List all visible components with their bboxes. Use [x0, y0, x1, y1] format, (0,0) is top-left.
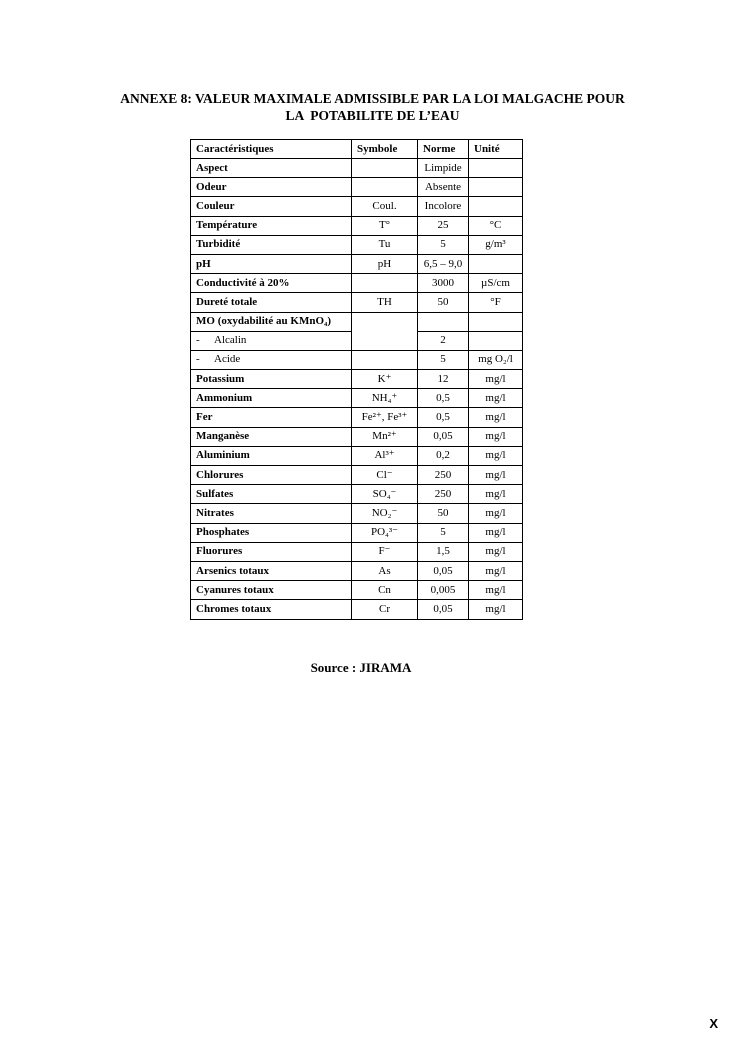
table-row	[191, 523, 523, 542]
table-row	[191, 408, 523, 427]
cell-caracteristique: Nitrates	[191, 504, 352, 523]
cell-norme: 0,5	[418, 389, 469, 408]
cell-caracteristique: Odeur	[191, 178, 352, 197]
table-row	[191, 274, 523, 293]
cell-caracteristique: Chlorures	[191, 466, 352, 485]
cell-symbole: pH	[352, 254, 418, 273]
cell-symbole: Al³⁺	[352, 446, 418, 465]
cell-norme: 6,5 – 9,0	[418, 254, 469, 273]
cell-unite: mg/l	[469, 504, 523, 523]
source-caption: Source : JIRAMA	[310, 660, 412, 675]
header-caracteristiques: Caractéristiques	[191, 140, 352, 159]
cell-norme: 1,5	[418, 542, 469, 561]
mo-unite: mg O₂/l	[469, 350, 523, 369]
cell-norme: Absente	[418, 178, 469, 197]
cell-unite: µS/cm	[469, 274, 523, 293]
dash-bullet: -	[196, 334, 200, 347]
cell-unite: °C	[469, 216, 523, 235]
cell-unite: mg/l	[469, 446, 523, 465]
cell-norme: 25	[418, 216, 469, 235]
mo-acide-text: Acide	[214, 353, 241, 366]
table-row	[191, 600, 523, 619]
table-row	[191, 389, 523, 408]
cell-symbole: Cr	[352, 600, 418, 619]
cell-unite: mg/l	[469, 427, 523, 446]
cell-caracteristique: Manganèse	[191, 427, 352, 446]
cell-unite: mg/l	[469, 561, 523, 580]
cell-unite	[469, 197, 523, 216]
table-body-bottom	[191, 370, 523, 619]
table-row	[191, 581, 523, 600]
cell-symbole: Mn²⁺	[352, 427, 418, 446]
cell-caracteristique: Sulfates	[191, 485, 352, 504]
cell-unite: mg/l	[469, 466, 523, 485]
cell-norme: 250	[418, 466, 469, 485]
cell-norme: 0,2	[418, 446, 469, 465]
cell-caracteristique: Ammonium	[191, 389, 352, 408]
cell-caracteristique: Fluorures	[191, 542, 352, 561]
cell-caracteristique: Conductivité à 20%	[191, 274, 352, 293]
annex-title-line-1: ANNEXE 8: VALEUR MAXIMALE ADMISSIBLE PAR LA LOI MALGACHE POUR	[120, 91, 625, 106]
cell-symbole: F⁻	[352, 542, 418, 561]
cell-symbole: SO₄⁻	[352, 485, 418, 504]
cell-norme: 0,05	[418, 427, 469, 446]
cell-unite: mg/l	[469, 600, 523, 619]
cell-caracteristique: Aspect	[191, 159, 352, 178]
mo-acide-label	[191, 350, 352, 369]
cell-unite: g/m³	[469, 235, 523, 254]
corner-mark: X	[709, 1016, 718, 1031]
cell-symbole	[352, 274, 418, 293]
table-row	[191, 216, 523, 235]
table-row	[191, 427, 523, 446]
table-row	[191, 485, 523, 504]
cell-unite: mg/l	[469, 542, 523, 561]
cell-symbole: Tu	[352, 235, 418, 254]
cell-symbole: Cl⁻	[352, 466, 418, 485]
cell-norme: 250	[418, 485, 469, 504]
cell-unite: °F	[469, 293, 523, 312]
cell-unite: mg/l	[469, 581, 523, 600]
cell-unite	[469, 159, 523, 178]
table-body-mo	[191, 312, 523, 370]
dash-bullet: -	[196, 353, 200, 366]
mo-acide-symbol	[352, 350, 418, 369]
cell-norme: 3000	[418, 274, 469, 293]
cell-symbole: Fe²⁺, Fe³⁺	[352, 408, 418, 427]
cell-caracteristique: pH	[191, 254, 352, 273]
cell-caracteristique: Turbidité	[191, 235, 352, 254]
cell-caracteristique: Phosphates	[191, 523, 352, 542]
cell-symbole: PO₄³⁻	[352, 523, 418, 542]
mo-symbol-cell	[352, 312, 418, 350]
cell-symbole	[352, 178, 418, 197]
cell-symbole: Cn	[352, 581, 418, 600]
cell-symbole: NO₂⁻	[352, 504, 418, 523]
table-row	[191, 254, 523, 273]
mo-unite-cell-mid	[469, 331, 523, 350]
table-row	[191, 466, 523, 485]
mo-unite-cell-top	[469, 312, 523, 331]
table-row	[191, 178, 523, 197]
mo-acide-norme: 5	[418, 350, 469, 369]
table-row	[191, 561, 523, 580]
mo-alcalin-norme: 2	[418, 331, 469, 350]
mo-alcalin-label	[191, 331, 352, 350]
cell-caracteristique: Fer	[191, 408, 352, 427]
table-row	[191, 293, 523, 312]
cell-caracteristique: Couleur	[191, 197, 352, 216]
cell-caracteristique: Température	[191, 216, 352, 235]
table-row	[191, 235, 523, 254]
cell-unite: mg/l	[469, 389, 523, 408]
cell-caracteristique: Dureté totale	[191, 293, 352, 312]
table-row	[191, 542, 523, 561]
cell-unite: mg/l	[469, 523, 523, 542]
header-symbole: Symbole	[352, 140, 418, 159]
cell-caracteristique: Potassium	[191, 370, 352, 389]
cell-caracteristique: Chromes totaux	[191, 600, 352, 619]
potability-norms-table	[190, 139, 523, 620]
cell-caracteristique: Aluminium	[191, 446, 352, 465]
cell-caracteristique: Arsenics totaux	[191, 561, 352, 580]
table-row-mo-acide	[191, 350, 523, 369]
cell-norme: 0,05	[418, 561, 469, 580]
cell-symbole: TH	[352, 293, 418, 312]
cell-norme: 0,5	[418, 408, 469, 427]
table-header-row	[191, 140, 523, 159]
table-row	[191, 159, 523, 178]
cell-unite: mg/l	[469, 408, 523, 427]
cell-norme: 0,05	[418, 600, 469, 619]
cell-symbole: NH₄⁺	[352, 389, 418, 408]
table-row	[191, 197, 523, 216]
cell-norme: 5	[418, 523, 469, 542]
mo-label: MO (oxydabilité au KMnO₄)	[191, 312, 352, 331]
table-row	[191, 504, 523, 523]
cell-caracteristique: Cyanures totaux	[191, 581, 352, 600]
table-row	[191, 446, 523, 465]
cell-unite: mg/l	[469, 370, 523, 389]
table-row	[191, 370, 523, 389]
cell-norme: 5	[418, 235, 469, 254]
cell-norme: 50	[418, 504, 469, 523]
cell-unite: mg/l	[469, 485, 523, 504]
annex-title-line-2: LA POTABILITE DE L’EAU	[285, 108, 460, 123]
cell-symbole	[352, 159, 418, 178]
table-body-top	[191, 159, 523, 313]
annex-title	[60, 90, 685, 124]
mo-alcalin-text: Alcalin	[214, 334, 247, 347]
cell-symbole: As	[352, 561, 418, 580]
cell-unite	[469, 254, 523, 273]
cell-norme: 50	[418, 293, 469, 312]
cell-symbole: K⁺	[352, 370, 418, 389]
cell-norme: Limpide	[418, 159, 469, 178]
header-unite: Unité	[469, 140, 523, 159]
cell-unite	[469, 178, 523, 197]
header-norme: Norme	[418, 140, 469, 159]
mo-norme-cell	[418, 312, 469, 331]
cell-norme: Incolore	[418, 197, 469, 216]
cell-symbole: T°	[352, 216, 418, 235]
cell-symbole: Coul.	[352, 197, 418, 216]
cell-norme: 0,005	[418, 581, 469, 600]
table-row-mo	[191, 312, 523, 331]
cell-norme: 12	[418, 370, 469, 389]
